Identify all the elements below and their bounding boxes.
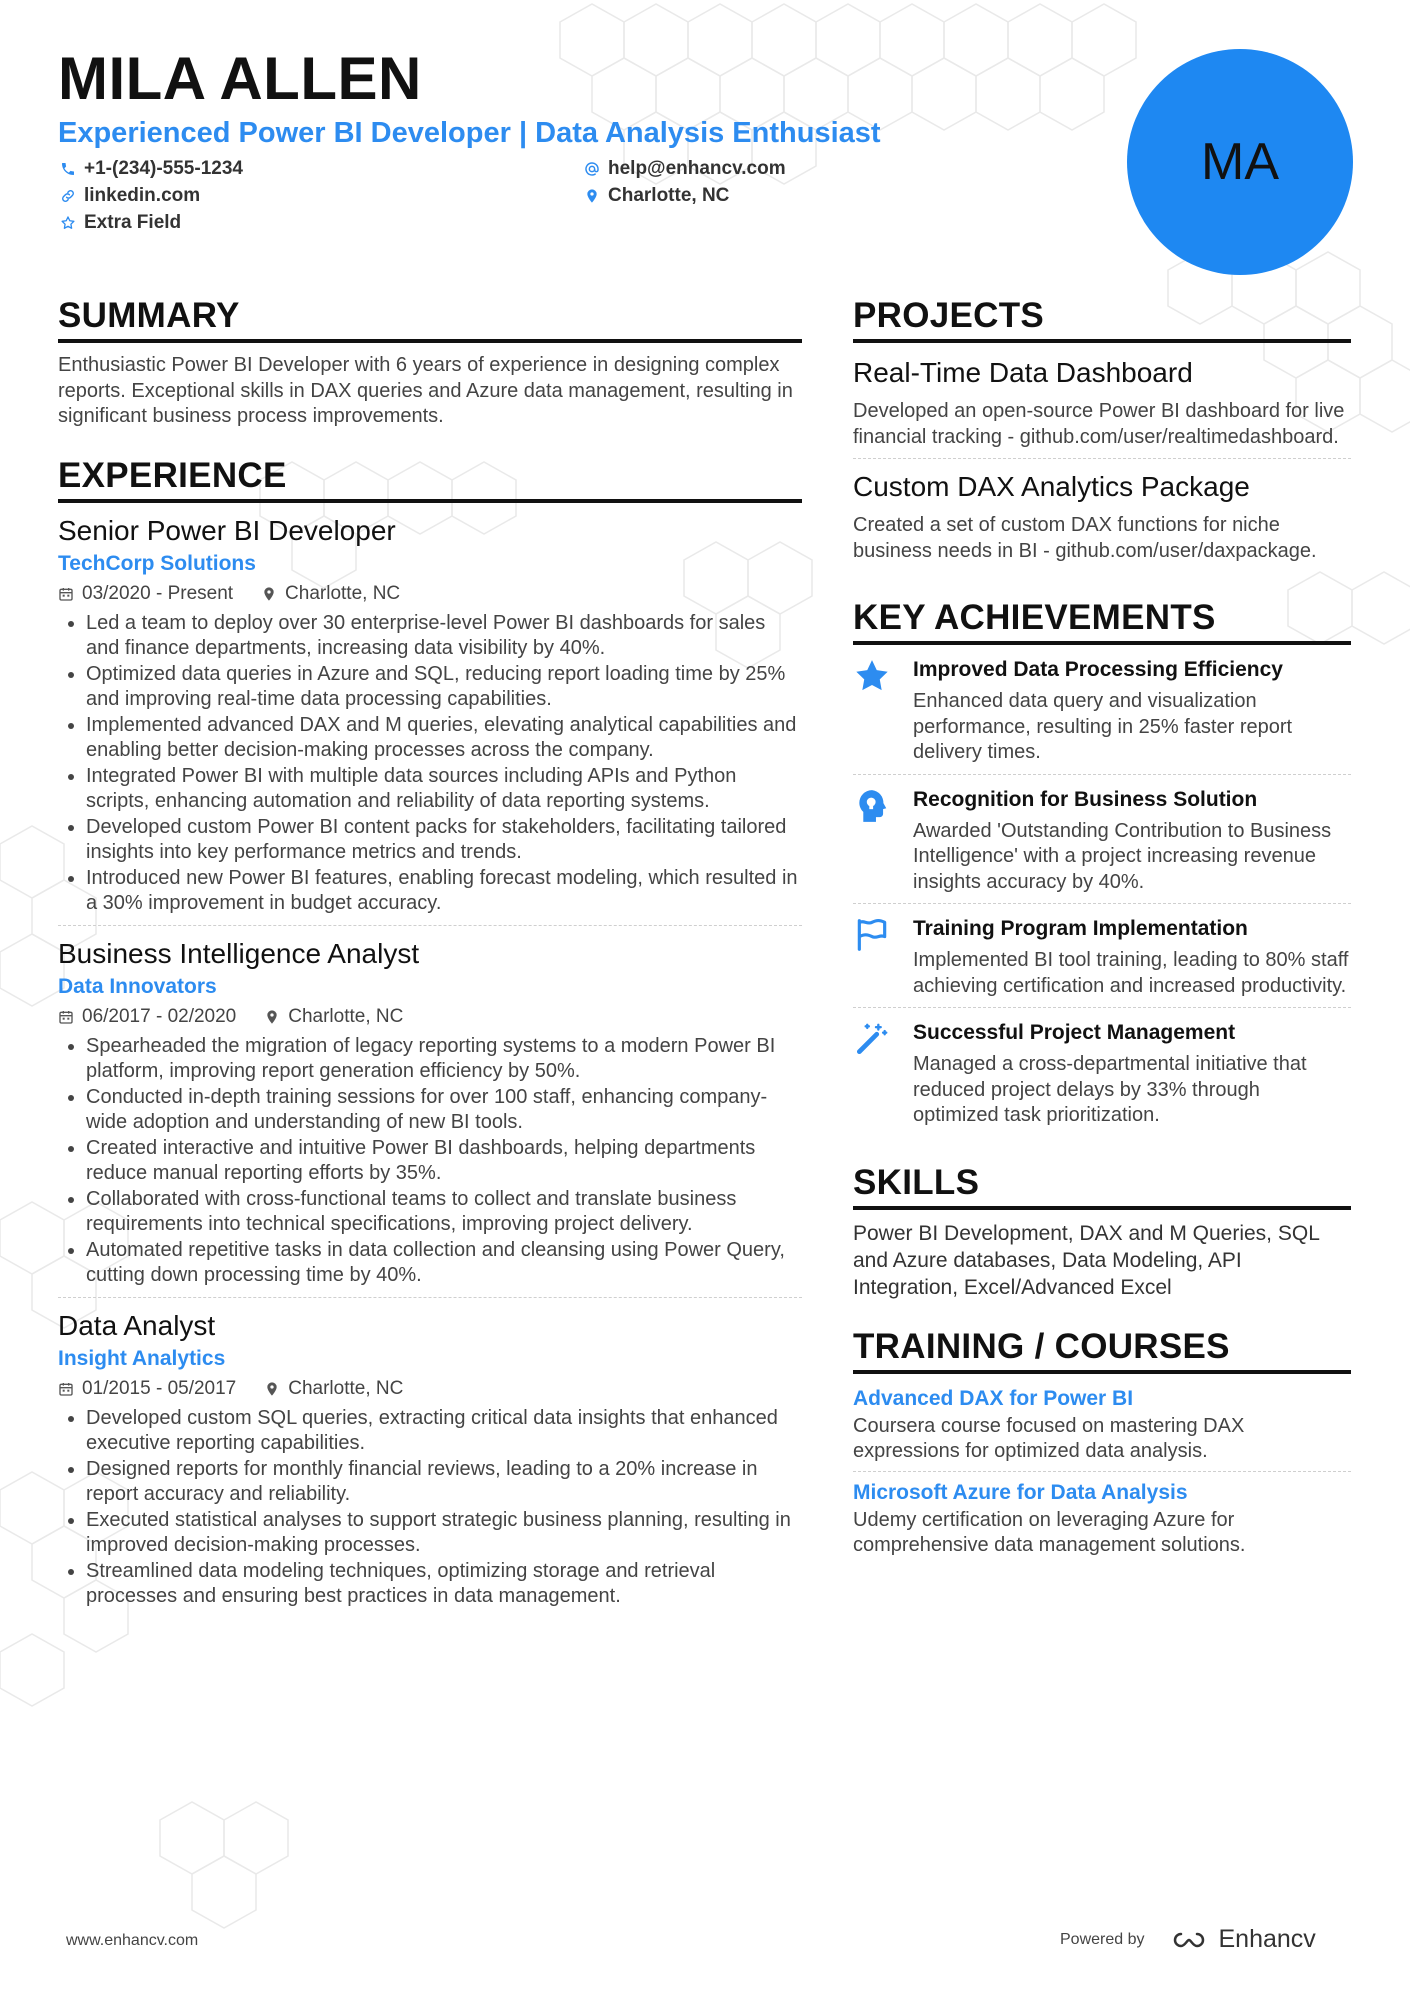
- contact-location: [584, 185, 729, 207]
- job-title: Data Analyst: [58, 1309, 216, 1341]
- list-item: • Implemented advanced DAX and M queries, elevating analytical capabilities and enabling better decision-making processes across the company.: [86, 713, 802, 764]
- job-title: Senior Power BI Developer: [58, 514, 396, 546]
- at-icon: [584, 161, 600, 177]
- achievement-title: Recognition for Business Solution: [913, 787, 1258, 811]
- list-item: • Designed reports for monthly financial reviews, leading to a 20% increase in report accuracy and reliability.: [86, 1457, 802, 1508]
- achievements-section: [853, 598, 1351, 1137]
- achievement-description: Managed a cross-departmental initiative that reduced project delays by 33% through optimized task prioritization.: [913, 1053, 1307, 1126]
- candidate-name: MILA ALLEN: [58, 45, 422, 112]
- projects-section: [853, 296, 1351, 572]
- list-item: • Developed custom Power BI content packs for stakeholders, facilitating tailored insights into key performance metrics and trends.: [86, 815, 802, 866]
- calendar-icon: [58, 586, 74, 602]
- company-name: Data Innovators: [58, 974, 217, 998]
- company-name: Insight Analytics: [58, 1346, 226, 1370]
- section-title: SKILLS: [853, 1163, 1351, 1210]
- linkedin-text: linkedin.com: [84, 185, 201, 206]
- section-title: SUMMARY: [58, 296, 802, 343]
- list-item: • Led a team to deploy over 30 enterprise-level Power BI dashboards for sales and finance departments, increasing data visibility by 40%.: [86, 611, 802, 662]
- summary-text: Enthusiastic Power BI Developer with 6 years of experience in designing complex reports. Exceptional skills in DAX queries and Azure data management, resulting in significant business process improvements.: [58, 354, 793, 427]
- calendar-icon: [58, 1381, 74, 1397]
- course-title: Microsoft Azure for Data Analysis: [853, 1480, 1188, 1504]
- location-pin-icon: [264, 1381, 280, 1397]
- brand-name: Enhancv: [1218, 1925, 1316, 1953]
- list-item: • Developed custom SQL queries, extracting critical data insights that enhanced executive reporting capabilities.: [86, 1406, 802, 1457]
- list-item: • Executed statistical analyses to support strategic business planning, resulting in improved decision-making processes.: [86, 1508, 802, 1559]
- list-item: • Automated repetitive tasks in data collection and cleansing using Power Query, cutting down processing time by 40%.: [86, 1238, 802, 1289]
- section-title: PROJECTS: [853, 296, 1351, 343]
- project-entry: [853, 467, 1351, 572]
- avatar: [1127, 49, 1353, 275]
- job-meta: [58, 1374, 802, 1404]
- extra-field-text: Extra Field: [84, 212, 182, 233]
- achievement-description: Awarded 'Outstanding Contribution to Business Intelligence' with a project increasing revenue insights accuracy by 40%.: [913, 819, 1332, 893]
- magic-wand-icon: [853, 1020, 891, 1058]
- job-location: Charlotte, NC: [288, 1377, 404, 1399]
- project-description: Created a set of custom DAX functions for niche business needs in BI - github.com/user/daxpackage.: [853, 514, 1317, 562]
- contact-linkedin[interactable]: [60, 185, 200, 207]
- list-item: • Optimized data queries in Azure and SQL, reducing report loading time by 25% and improving real-time data processing capabilities.: [86, 662, 802, 713]
- achievement-icon-wrap: [853, 655, 895, 766]
- project-entry: [853, 353, 1351, 459]
- location-pin-icon: [264, 1009, 280, 1025]
- project-title: Real-Time Data Dashboard: [853, 357, 1193, 388]
- job-entry: [58, 936, 802, 1298]
- achievement-description: Implemented BI tool training, leading to 80% staff achieving certification and increased productivity.: [913, 949, 1349, 997]
- section-title: EXPERIENCE: [58, 456, 802, 503]
- candidate-tagline: Experienced Power BI Developer | Data Analysis Enthusiast: [58, 117, 881, 149]
- list-item: • Streamlined data modeling techniques, optimizing storage and retrieval processes and ensuring best practices in data management.: [86, 1559, 802, 1610]
- enhancv-logo[interactable]: [1167, 1925, 1316, 1954]
- email-text: help@enhancv.com: [608, 158, 786, 179]
- company-name: TechCorp Solutions: [58, 551, 256, 575]
- flag-icon: [853, 916, 891, 954]
- contact-phone[interactable]: [60, 158, 243, 180]
- achievement-description: Enhanced data query and visualization performance, resulting in 25% faster report delivery times.: [913, 690, 1293, 763]
- job-entry: [58, 1308, 802, 1618]
- location-pin-icon: [584, 188, 600, 204]
- link-icon: [60, 188, 76, 204]
- job-dates: 01/2015 - 05/2017: [82, 1377, 237, 1399]
- contact-extra-field: [60, 212, 181, 234]
- course-title: Advanced DAX for Power BI: [853, 1386, 1134, 1410]
- right-column: [853, 296, 1351, 1591]
- phone-icon: [60, 161, 76, 177]
- phone-text: +1-(234)-555-1234: [84, 158, 243, 179]
- skills-text: Power BI Development, DAX and M Queries, SQL and Azure databases, Data Modeling, API Integration, Excel/Advanced Excel: [853, 1221, 1320, 1299]
- project-description: Developed an open-source Power BI dashboard for live financial tracking - github.com/user/realtimedashboard.: [853, 400, 1345, 448]
- achievement-title: Improved Data Processing Efficiency: [913, 658, 1283, 681]
- course-entry: [853, 1478, 1351, 1565]
- powered-by-label: Powered by: [1060, 1930, 1145, 1948]
- list-item: • Integrated Power BI with multiple data sources including APIs and Python scripts, enhancing automation and reliability of data reporting systems.: [86, 764, 802, 815]
- head-lightbulb-icon: [853, 787, 891, 825]
- achievement-icon-wrap: [853, 785, 895, 896]
- left-column: [58, 296, 802, 1644]
- job-meta: [58, 579, 802, 609]
- list-item: • Introduced new Power BI features, enabling forecast modeling, which resulted in a 30% improvement in budget accuracy.: [86, 866, 802, 917]
- list-item: • Spearheaded the migration of legacy reporting systems to a modern Power BI platform, improving report generation efficiency by 50%.: [86, 1034, 802, 1085]
- training-section: [853, 1327, 1351, 1565]
- list-item: • Conducted in-depth training sessions for over 100 staff, enhancing company-wide adoption and understanding of new BI tools.: [86, 1085, 802, 1136]
- job-dates: 06/2017 - 02/2020: [82, 1005, 237, 1027]
- footer-branding: [1060, 1925, 1316, 1954]
- job-bullets: [58, 611, 802, 917]
- project-title: Custom DAX Analytics Package: [853, 471, 1250, 502]
- skills-section: [853, 1163, 1351, 1301]
- avatar-initials: MA: [1201, 133, 1279, 191]
- achievement-entry: [853, 655, 1351, 775]
- location-text: Charlotte, NC: [608, 185, 730, 206]
- job-dates: 03/2020 - Present: [82, 582, 234, 604]
- summary-section: [58, 296, 802, 430]
- star-outline-icon: [60, 215, 76, 231]
- experience-section: [58, 456, 802, 1618]
- job-entry: [58, 513, 802, 926]
- course-description: Coursera course focused on mastering DAX expressions for optimized data analysis.: [853, 1414, 1245, 1462]
- list-item: • Collaborated with cross-functional teams to collect and translate business requirements into technical specifications, improving project delivery.: [86, 1187, 802, 1238]
- achievement-title: Training Program Implementation: [913, 917, 1248, 940]
- achievement-title: Successful Project Management: [913, 1021, 1236, 1044]
- achievement-icon-wrap: [853, 914, 895, 999]
- job-bullets: [58, 1034, 802, 1289]
- job-meta: [58, 1002, 802, 1032]
- section-title: KEY ACHIEVEMENTS: [853, 598, 1351, 645]
- location-pin-icon: [261, 586, 277, 602]
- section-title: TRAINING / COURSES: [853, 1327, 1351, 1374]
- enhancv-logo-icon: [1167, 1928, 1211, 1952]
- achievement-entry: [853, 914, 1351, 1008]
- list-item: • Created interactive and intuitive Power BI dashboards, helping departments reduce manual reporting efforts by 35%.: [86, 1136, 802, 1187]
- job-title: Business Intelligence Analyst: [58, 937, 420, 969]
- star-icon: [853, 657, 891, 695]
- job-location: Charlotte, NC: [288, 1005, 404, 1027]
- achievement-entry: [853, 785, 1351, 905]
- course-description: Udemy certification on leveraging Azure for comprehensive data management solutions.: [853, 1508, 1246, 1556]
- achievement-entry: [853, 1018, 1351, 1137]
- achievement-icon-wrap: [853, 1018, 895, 1129]
- calendar-icon: [58, 1009, 74, 1025]
- job-bullets: [58, 1406, 802, 1610]
- course-entry: [853, 1384, 1351, 1472]
- footer-website[interactable]: www.enhancv.com: [66, 1932, 199, 1949]
- contact-email[interactable]: [584, 158, 786, 180]
- job-location: Charlotte, NC: [285, 582, 401, 604]
